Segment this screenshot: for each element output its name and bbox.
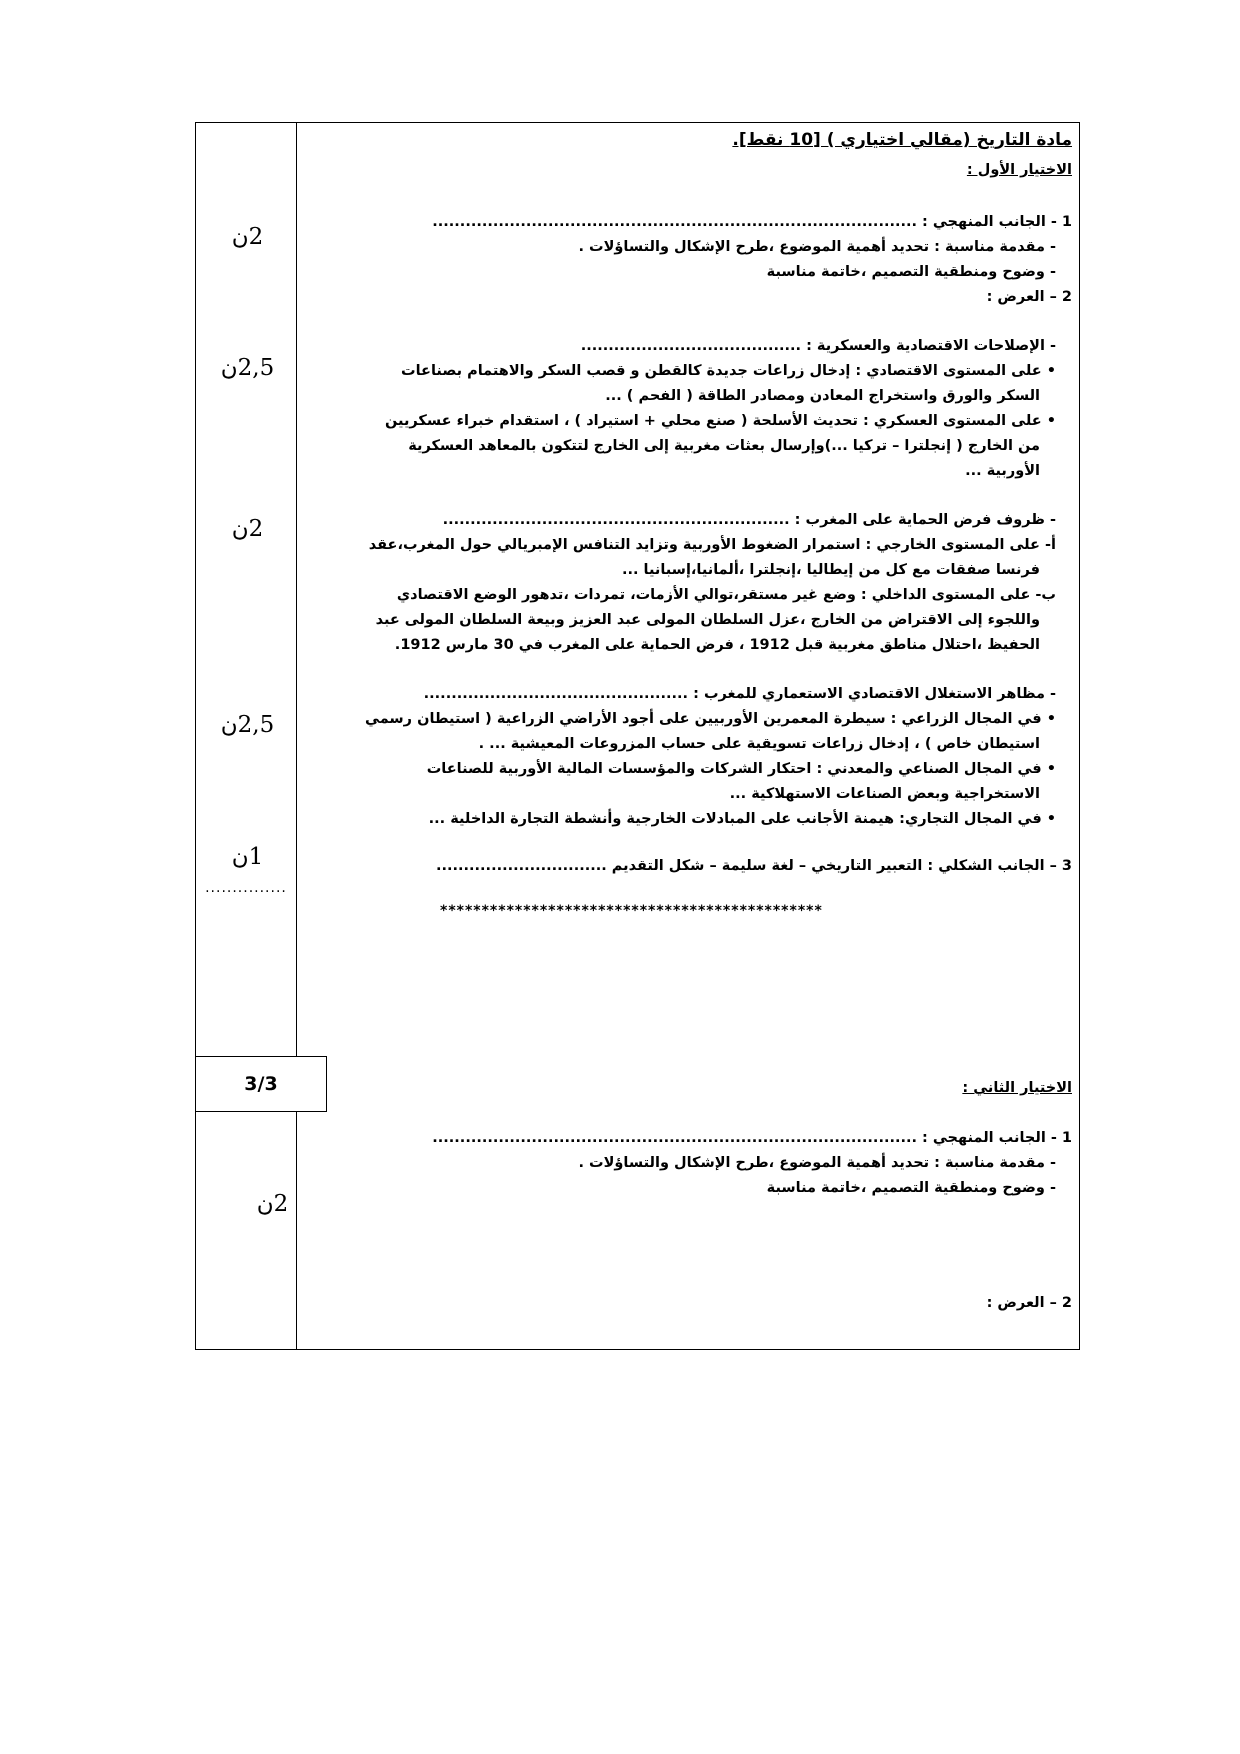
line: الاستخراجية وبعض الصناعات الاستهلاكية ... (729, 786, 1040, 802)
line: - مقدمة مناسبة : تحديد أهمية الموضوع ،طرح الإشكال والتساؤلات . (578, 1155, 1056, 1171)
score-methodology-2: 2ن (256, 1191, 289, 1217)
line: الحفيظ ،احتلال مناطق مغربية قبل 1912 ، فرض الحماية على المغرب في 30 مارس 1912. (394, 637, 1040, 653)
line: ب- على المستوى الداخلي : وضع غير مستقر،توالي الأزمات، تمردات ،تدهور الوضع الاقتصادي (396, 587, 1056, 603)
line: الأوربية ... (965, 463, 1040, 479)
score-methodology-1: 2ن (231, 224, 264, 250)
line: • في المجال التجاري: هيمنة الأجانب على المبادلات الخارجية وأنشطة التجارة الداخلية ... (428, 811, 1056, 827)
score-protectorate: 2ن (231, 516, 264, 542)
line: من الخارج ( إنجلترا – تركيا ...)وإرسال بعثات مغربية إلى الخارج لتتكون بالمعاهد العسكرية (408, 438, 1040, 454)
line: - مقدمة مناسبة : تحديد أهمية الموضوع ،طرح الإشكال والتساؤلات . (578, 239, 1056, 255)
line: 3 – الجانب الشكلي : التعبير التاريخي – لغة سليمة – شكل التقديم ............................... (435, 858, 1072, 874)
line: استيطان خاص ) ، إدخال زراعات تسويقية على حساب المزروعات المعيشية ... . (478, 736, 1040, 752)
line: أ- على المستوى الخارجي : استمرار الضغوط الأوربية وتزايد التنافس الإمبريالي حول المغرب،عقد (368, 537, 1056, 553)
line: - مظاهر الاستغلال الاقتصادي الاستعماري للمغرب : ................................................ (423, 686, 1056, 702)
page-title: مادة التاريخ (مقالي اختياري ) [10 نقط]. (732, 130, 1072, 150)
line: • في المجال الزراعي : سيطرة المعمرين الأوربيين على أجود الأراضي الزراعية ( استيطان رسمي (365, 711, 1056, 727)
line: • في المجال الصناعي والمعدني : احتكار الشركات والمؤسسات المالية الأوربية للصناعات (426, 761, 1056, 777)
line: 1 - الجانب المنهجي : ........................................................................................ (432, 1130, 1072, 1146)
line: 1 - الجانب المنهجي : ........................................................................................ (432, 214, 1072, 230)
option1-heading: الاختيار الأول : (966, 162, 1072, 178)
line: • على المستوى العسكري : تحديث الأسلحة ( صنع محلي + استيراد ) ، استقدام خبراء عسكريين (385, 413, 1056, 429)
column-divider (296, 122, 297, 1350)
line: السكر والورق واستخراج المعادن ومصادر الطاقة ( الفحم ) ... (605, 388, 1040, 404)
score-dots: ............... (205, 880, 287, 896)
score-form: 1ن (231, 844, 264, 870)
line: - الإصلاحات الاقتصادية والعسكرية : ........................................ (580, 338, 1056, 354)
line: 2 – العرض : (986, 289, 1072, 305)
line: • على المستوى الاقتصادي : إدخال زراعات جديدة كالقطن و قصب السكر والاهتمام بصناعات (401, 363, 1056, 379)
line: - وضوح ومنطقية التصميم ،خاتمة مناسبة (766, 264, 1056, 280)
score-exploitation: 2,5ن (220, 712, 275, 738)
line: - ظروف فرض الحماية على المغرب : ............................................................... (442, 512, 1056, 528)
line: واللجوء إلى الاقتراض من الخارج ،عزل السلطان المولى عبد العزيز وبيعة السلطان المولى عبد (375, 612, 1040, 628)
page-number: 3/3 (195, 1056, 327, 1112)
option2-heading: الاختيار الثاني : (962, 1080, 1072, 1096)
separator-stars: ********************************************** (440, 903, 823, 919)
line: 2 – العرض : (986, 1295, 1072, 1311)
line: فرنسا صفقات مع كل من إيطاليا ،إنجلترا ،ألمانيا،إسبانيا ... (621, 562, 1040, 578)
line: - وضوح ومنطقية التصميم ،خاتمة مناسبة (766, 1180, 1056, 1196)
score-reforms: 2,5ن (220, 355, 275, 381)
